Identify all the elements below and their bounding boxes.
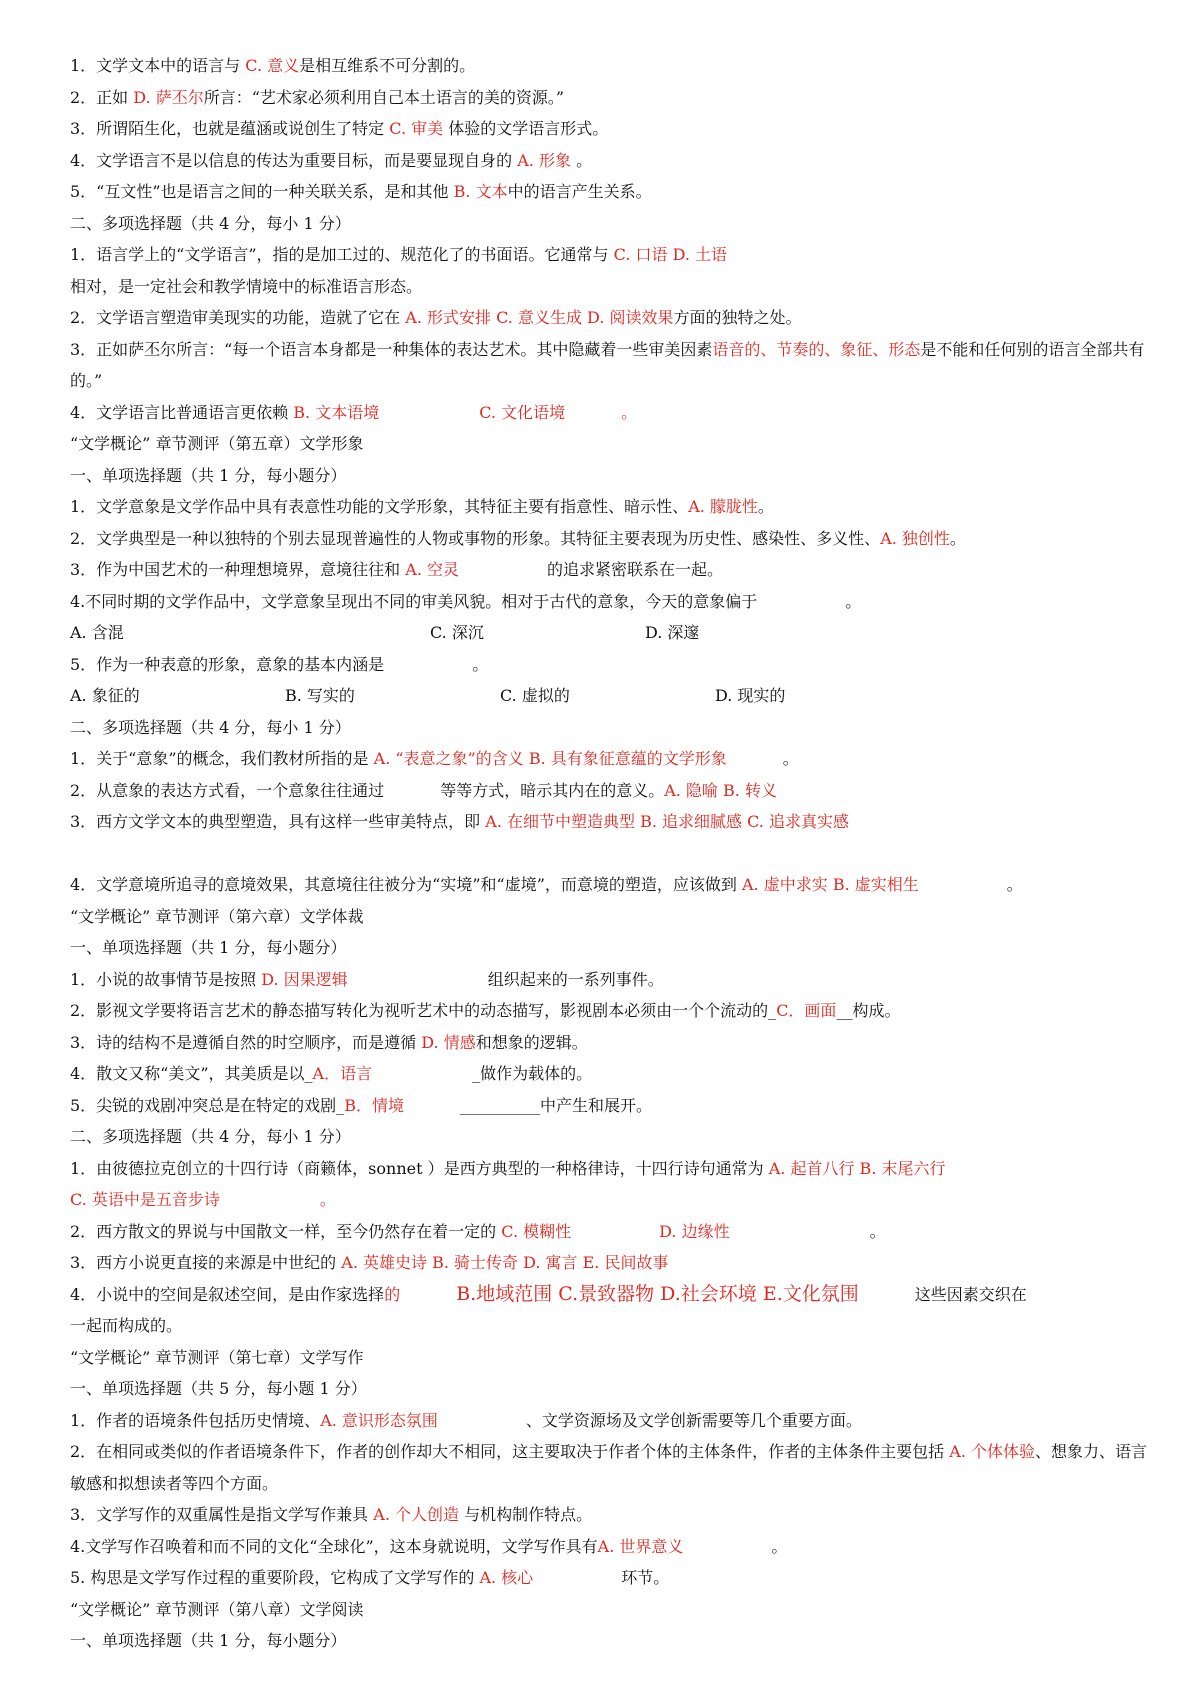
question-text: 一起而构成的。 [70,1316,183,1335]
question-text: 2．正如 [70,87,134,107]
text-line [70,302,1160,334]
answer-text: A. 独创性 [880,528,950,548]
question-text: 3．正如萨丕尔所言：“每一个语言本身都是一种集体的表达艺术。其中隐藏着一些审美因素 [70,339,713,359]
text-line [70,1090,1160,1122]
question-text: 1．文学文本中的语言与 [70,56,246,75]
text-line [70,1594,1160,1626]
option-choice: C. 深沉 [430,623,484,642]
question-text: 体验的文学语言形式。 [443,119,609,138]
answer-text: C. 文化语境 [479,402,566,422]
question-text: 。 [782,749,799,768]
text-line [70,1121,1160,1153]
text-line [70,145,1160,177]
question-text: 1．关于“意象”的概念，我们教材所指的是 [70,749,374,768]
text-line [70,491,1160,523]
question-text: 3．诗的结构不是遵循自然的时空顺序，而是遵循 [70,1032,422,1052]
text-line [70,1058,1160,1090]
question-text: “文学概论” 章节测评（第五章）文学形象 [70,434,364,453]
option-choice: D. 深邃 [645,623,700,642]
question-text: 与机构制作特点。 [459,1505,593,1524]
text-line [70,397,1160,429]
question-text: 2．从意象的表达方式看，一个意象往往通过 [70,780,385,800]
option-choice: B. 写实的 [285,686,355,705]
question-text: 这些因素交织在 [914,1284,1027,1304]
answer-text: C. 英语中是五音步诗 [70,1190,220,1209]
text-line [70,1531,1160,1563]
question-text: 一、单项选择题（共 1 分，每小题分） [70,465,347,485]
answer-text: 的 [384,1284,401,1304]
text-line [70,1279,1160,1311]
text-line [70,775,1160,807]
question-text: 二、多项选择题（共 4 分，每小 1 分） [70,717,351,737]
question-text: __________中产生和展开。 [459,1095,652,1115]
question-text: 3．作为中国艺术的一种理想境界，意境往往和 [70,560,406,579]
question-text: 。 [771,1536,788,1556]
answer-text: B.地域范围 C.景致器物 D.社会环境 E.文化氛围 [456,1282,859,1305]
question-text: 1．语言学上的“文学语言”，指的是加工过的、规范化了的书面语。它通常与 [70,245,614,264]
answer-text: A. 个人创造 [373,1505,460,1524]
question-text: 4．文学语言不是以信息的传达为重要目标，而是要显现自身的 [70,150,518,170]
answer-text: A. 起首八行 B. 末尾六行 [768,1158,946,1178]
text-line [70,1184,1160,1216]
text-line [70,995,1160,1027]
options-line [70,617,1160,649]
question-text: 3．所谓陌生化，也就是蕴涵或说创生了特定 [70,119,390,138]
text-line [70,1405,1160,1437]
text-line [70,1499,1160,1531]
question-text: 环节。 [621,1568,670,1587]
option-choice: D. 现实的 [715,686,786,705]
question-text: 4．文学意境所追寻的意境效果，其意境往往被分为“实境”和“虚境”，而意境的塑造，应该做到 [70,875,742,894]
answer-text: A．语言 [312,1064,373,1083]
answer-text: A. 英雄史诗 B. 骑士传奇 D. 寓言 E. 民间故事 [341,1253,669,1272]
question-text: 二、多项选择题（共 4 分，每小 1 分） [70,213,351,233]
text-line [70,428,1160,460]
text-line [70,1625,1160,1657]
question-text: 相对，是一定社会和教学情境中的标准语言形态。 [70,276,423,296]
question-text: 和想象的逻辑。 [475,1032,588,1052]
question-text: 2．在相同或类似的作者语境条件下，作者的创作却大不相同，这主要取决于作者个体的主体条件，作者的主体条件主要包括 [70,1442,950,1461]
blank-line [70,838,1160,870]
question-text: 4.文学写作召唤着和而不同的文化“全球化”，这本身就说明，文学写作具有 [70,1536,598,1556]
answer-text: A. 虚中求实 B. 虚实相生 [742,875,919,894]
answer-text: A. 形式安排 C. 意义生成 D. 阅读效果 [405,308,674,327]
text-line [70,460,1160,492]
question-text: 2．影视文学要将语言艺术的静态描写转化为视听艺术中的动态描写，影视剧本必须由一个个流动的_ [70,1001,777,1020]
text-line [70,523,1160,555]
question-text: 2．西方散文的界说与中国散文一样，至今仍然存在着一定的 [70,1221,502,1241]
text-line [70,1436,1160,1499]
question-text: 中的语言产生关系。 [507,182,652,201]
answer-text: D. 萨丕尔 [133,87,204,107]
question-text: 。 [571,150,593,170]
text-line [70,712,1160,744]
text-line [70,806,1160,838]
option-choice: A. 含混 [70,623,124,642]
answer-text: A. 形象 [517,150,572,170]
question-text: 、文学资源场及文学创新需要等几个重要方面。 [525,1410,862,1430]
question-text: 。 [949,528,966,548]
text-line [70,1373,1160,1405]
question-text: 2．文学语言塑造审美现实的功能，造就了它在 [70,308,406,327]
answer-text: A. “表意之象”的含义 B. 具有象征意蕴的文学形象 [373,749,727,768]
option-choice: C. 虚拟的 [500,686,570,705]
answer-text: C．画面 [776,1001,837,1020]
question-text: 方面的独特之处。 [673,308,802,327]
text-line [70,239,1160,271]
question-text: 5. 构思是文学写作过程的重要阶段，它构成了文学写作的 [70,1568,480,1587]
question-text: 二、多项选择题（共 4 分，每小 1 分） [70,1127,351,1146]
answer-text: A. 核心 [479,1568,534,1587]
question-text: 是相互维系不可分割的。 [299,56,476,75]
document-body [70,50,1160,1657]
question-text: 的追求紧密联系在一起。 [547,560,724,579]
answer-text: 语音的、节奏的、象征、形态 [712,339,921,359]
text-line [70,743,1160,775]
question-text: 4．散文又称“美文”，其美质是以_ [70,1064,313,1083]
text-line [70,1342,1160,1374]
question-text: 是不能和任何别的语言全部共有的。” [70,339,1145,390]
question-text: 一、单项选择题（共 5 分，每小题 1 分） [70,1379,367,1398]
question-text: 3．文学写作的双重属性是指文学写作兼具 [70,1505,374,1524]
question-text: “文学概论” 章节测评（第八章）文学阅读 [70,1599,364,1619]
answer-text: D. 边缘性 [659,1221,730,1241]
answer-text: D. 因果逻辑 [261,969,348,989]
question-text: 4.不同时期的文学作品中，文学意象呈现出不同的审美风貌。相对于古代的意象，今天的意象偏于 [70,591,758,611]
question-text: 5．“互文性”也是语言之间的一种关联关系，是和其他 [70,182,454,201]
question-text: 3．西方文学文本的典型塑造，具有这样一些审美特点，即 [70,812,486,831]
text-line [70,1310,1160,1342]
text-line [70,1247,1160,1279]
question-text: 、想象力、语言敏感和拟想读者等四个方面。 [70,1442,1148,1493]
question-text: __构成。 [836,1001,901,1020]
answer-text: B. 文本语境 [293,402,380,422]
question-text: 。 [869,1221,886,1241]
question-text: 5．作为一种表意的形象，意象的基本内涵是 [70,654,385,674]
question-text: 。 [472,654,489,674]
text-line [70,82,1160,114]
question-text: 1．文学意象是文学作品中具有表意性功能的文学形象，其特征主要有指意性、暗示性、 [70,497,689,516]
text-line [70,964,1160,996]
answer-text: B. 文本 [453,182,508,201]
answer-text: C. 审美 [389,119,444,138]
text-line [70,208,1160,240]
text-line [70,1027,1160,1059]
question-text: 。 [1006,875,1023,894]
text-line [70,1562,1160,1594]
question-text: 1．小说的故事情节是按照 [70,969,262,989]
answer-text: A. 世界意义 [597,1536,684,1556]
text-line [70,50,1160,82]
text-line [70,176,1160,208]
text-line [70,554,1160,586]
question-text: 1．作者的语境条件包括历史情境、 [70,1410,321,1430]
answer-text: C. 模糊性 [501,1221,572,1241]
answer-text: A. 个体体验 [949,1442,1036,1461]
answer-text: A. 意识形态氛围 [320,1410,438,1430]
question-text: “文学概论” 章节测评（第七章）文学写作 [70,1347,364,1367]
question-text: 一、单项选择题（共 1 分，每小题分） [70,1631,347,1650]
answer-text: A. 空灵 [405,560,460,579]
question-text: 所言：“艺术家必须利用自己本土语言的美的资源。” [203,87,565,107]
text-line [70,649,1160,681]
answer-text: A. 朦胧性 [688,497,758,516]
text-line [70,932,1160,964]
answer-text: A. 隐喻 B. 转义 [664,780,777,800]
question-text: 4．文学语言比普通语言更依赖 [70,402,294,422]
question-text: 1．由彼德拉克创立的十四行诗（商籁体，sonnet ）是西方典型的一种格律诗，十四行诗句通常为 [70,1158,769,1178]
answer-text: 。 [319,1190,336,1209]
text-line [70,901,1160,933]
question-text: 。 [757,497,774,516]
question-text: 组织起来的一系列事件。 [487,969,664,989]
text-line [70,1216,1160,1248]
question-text: _做作为载体的。 [472,1064,593,1083]
answer-text: 。 [621,402,638,422]
answer-text: A. 在细节中塑造典型 B. 追求细腻感 C. 追求真实感 [485,812,849,831]
question-text: 2．文学典型是一种以独特的个别去显现普遍性的人物或事物的形象。其特征主要表现为历史性、感染性、多义性、 [70,528,881,548]
question-text: 3．西方小说更直接的来源是中世纪的 [70,1253,342,1272]
answer-text: D. 情感 [421,1032,476,1052]
answer-text: C. 口语 D. 土语 [613,245,728,264]
answer-text: B．情境 [344,1095,404,1115]
options-line [70,680,1160,712]
question-text: 一、单项选择题（共 1 分，每小题分） [70,938,347,957]
text-line [70,113,1160,145]
text-line [70,334,1160,397]
question-text: “文学概论” 章节测评（第六章）文学体裁 [70,906,364,926]
text-line [70,869,1160,901]
text-line [70,1153,1160,1185]
text-line [70,586,1160,618]
question-text: 4．小说中的空间是叙述空间，是由作家选择 [70,1284,385,1304]
answer-text: C. 意义 [245,56,300,75]
question-text: 等等方式，暗示其内在的意义。 [440,780,665,800]
question-text: 5．尖锐的戏剧冲突总是在特定的戏剧_ [70,1095,345,1115]
option-choice: A. 象征的 [70,686,140,705]
question-text: 。 [845,591,862,611]
text-line [70,271,1160,303]
